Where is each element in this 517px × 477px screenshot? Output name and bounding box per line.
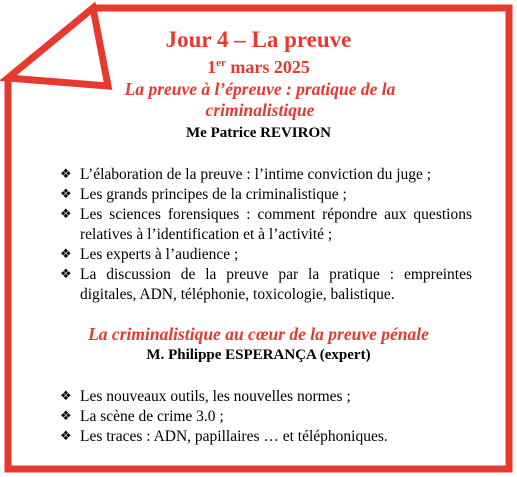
topic-list-2: [60, 387, 472, 447]
diamond-flower-bullet-icon: ❖: [60, 167, 72, 182]
event-date: 1er mars 2025: [207, 57, 310, 77]
list-item: ❖ L’élaboration de la preuve : l’intime conviction du juge ;: [60, 166, 432, 183]
list-item: ❖ Les grands principes de la criminalistique ;: [60, 186, 347, 203]
list-item: ❖ La discussion de la preuve par la pratique : empreintes digitales, ADN, téléphonie, toxicologie, balistique.: [60, 266, 472, 303]
diamond-flower-bullet-icon: ❖: [60, 389, 72, 404]
diamond-flower-bullet-icon: ❖: [60, 187, 72, 202]
diamond-flower-bullet-icon: ❖: [60, 247, 72, 262]
speaker-name-2: M. Philippe ESPERANÇA (expert): [146, 347, 371, 363]
list-item: ❖ Les traces : ADN, papillaires … et téléphoniques.: [60, 428, 388, 445]
session-subtitle: La preuve à l’épreuve : pratique de la criminalistique: [124, 79, 396, 120]
diamond-flower-bullet-icon: ❖: [60, 409, 72, 424]
section-title-2: La criminalistique au cœur de la preuve pénale: [88, 324, 429, 344]
list-item: ❖ Les nouveaux outils, les nouvelles normes ;: [60, 388, 351, 405]
diamond-flower-bullet-icon: ❖: [60, 267, 72, 282]
list-item: ❖ Les experts à l’audience ;: [60, 246, 239, 263]
diamond-flower-bullet-icon: ❖: [60, 429, 72, 444]
list-item: ❖ La scène de crime 3.0 ;: [60, 408, 224, 425]
page-title: Jour 4 – La preuve: [165, 27, 352, 52]
diamond-flower-bullet-icon: ❖: [60, 207, 72, 222]
speaker-name: Me Patrice REVIRON: [186, 125, 331, 141]
topic-list-1: [60, 165, 472, 305]
list-item: ❖ Les sciences forensiques : comment répondre aux questions relatives à l’identification et à l’activité ;: [60, 206, 472, 243]
